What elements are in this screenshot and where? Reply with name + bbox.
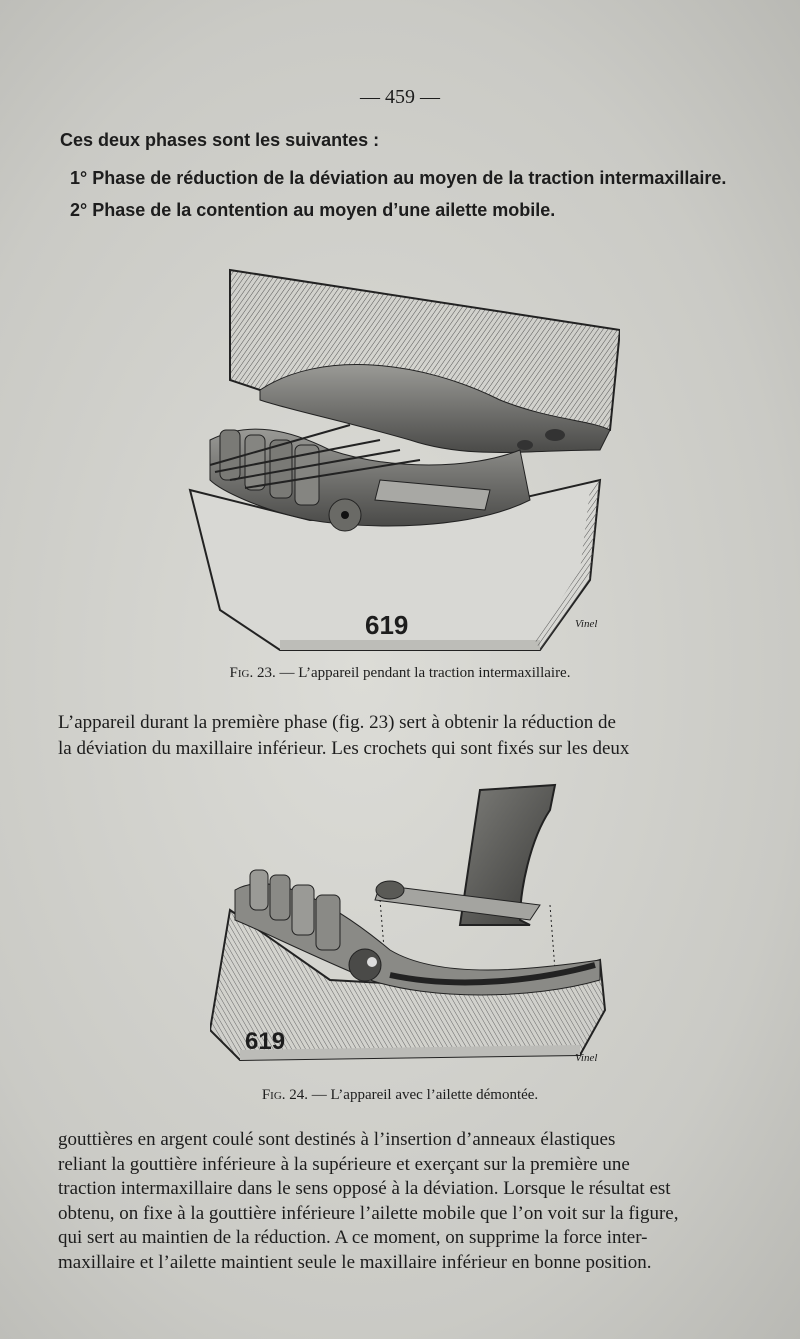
figure-23-caption bbox=[0, 665, 800, 682]
phase-1-line: 1° Phase de réduction de la déviation au moyen de la traction intermaxillaire. bbox=[70, 168, 727, 188]
paragraph-1-line: L’appareil durant la première phase (fig. 23) sert à obtenir la réduction de bbox=[58, 712, 616, 733]
phase-2-line: 2° Phase de la contention au moyen d’une ailette mobile. bbox=[70, 200, 556, 220]
paragraph-2-line: maxillaire et l’ailette maintient seule le maxillaire inférieur en bonne position. bbox=[58, 1251, 652, 1273]
figure-23-model-number: 619 bbox=[365, 610, 409, 640]
paragraph-2-line: reliant la gouttière inférieure à la supérieure et exerçant sur la première une bbox=[58, 1153, 630, 1175]
paragraph-2 bbox=[58, 1128, 764, 1275]
paragraph-1-line: la déviation du maxillaire inférieur. Les crochets qui sont fixés sur les deux bbox=[58, 738, 630, 759]
paragraph-2-line: obtenu, on fixe à la gouttière inférieure l’ailette mobile que l’on voit sur la figure, bbox=[58, 1202, 679, 1224]
figure-24-caption-text: — L’appareil avec l’ailette démontée. bbox=[308, 1087, 539, 1103]
page-number: — 459 — bbox=[360, 86, 440, 108]
figure-24-signature: Vinel bbox=[575, 1052, 598, 1064]
intro-line: Ces deux phases sont les suivantes : bbox=[60, 130, 380, 150]
figure-23-signature: Vinel bbox=[575, 618, 598, 630]
paragraph-2-line: gouttières en argent coulé sont destinés à l’insertion d’anneaux élastiques bbox=[58, 1129, 616, 1150]
paragraph-2-line: traction intermaxillaire dans le sens opposé à la déviation. Lorsque le résultat est bbox=[58, 1178, 671, 1199]
figure-24-caption bbox=[0, 1087, 800, 1104]
figure-23-illustration bbox=[170, 250, 620, 660]
figure-23-caption-text: — L’appareil pendant la traction intermaxillaire. bbox=[275, 665, 571, 681]
figure-24-model-number: 619 bbox=[245, 1028, 286, 1055]
figure-24-label: Fig. 24. bbox=[261, 1087, 309, 1103]
figure-23-label: Fig. 23. bbox=[229, 665, 276, 681]
paragraph-2-line: qui sert au maintien de la réduction. A ce moment, on supprime la force inter- bbox=[58, 1227, 648, 1248]
paragraph-1 bbox=[58, 710, 764, 762]
